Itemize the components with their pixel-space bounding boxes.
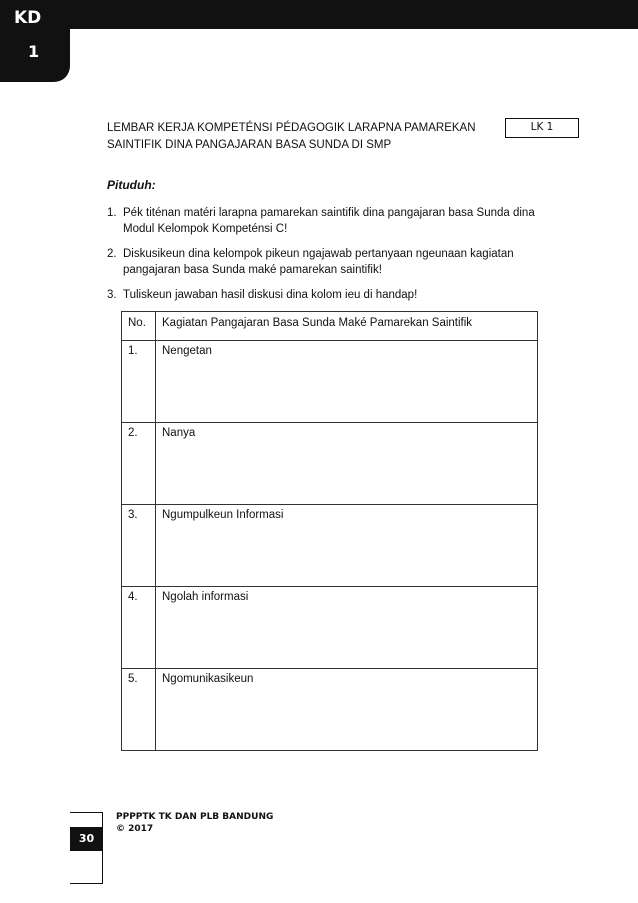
table-header-row xyxy=(122,312,538,341)
activity-cell[interactable]: Ngomunikasikeun xyxy=(156,669,538,751)
table-row xyxy=(122,341,538,423)
top-header-bar xyxy=(0,0,638,29)
row-number: 5. xyxy=(122,669,156,751)
row-number: 4. xyxy=(122,587,156,669)
row-number: 2. xyxy=(122,423,156,505)
kd-tab xyxy=(0,0,70,82)
instruction-number: 1. xyxy=(107,207,117,219)
column-header-activity: Kagiatan Pangajaran Basa Sunda Maké Pamarekan Saintifik xyxy=(156,312,538,341)
instruction-item xyxy=(107,247,537,278)
table-row xyxy=(122,423,538,505)
instruction-text: Diskusikeun dina kelompok pikeun ngajawab pertanyaan ngeunaan kagiatan pangajaran basa Sunda maké pamarekan saintifik! xyxy=(123,248,514,276)
kd-code: KD xyxy=(14,8,42,28)
instruction-item xyxy=(107,288,537,304)
worksheet-title-line-1: LEMBAR KERJA KOMPETÉNSI PÉDAGOGIK LARAPNA PAMAREKAN xyxy=(107,122,476,134)
instruction-item xyxy=(107,206,537,237)
column-header-no: No. xyxy=(122,312,156,341)
footer-org: PPPPTK TK DAN PLB BANDUNG xyxy=(116,812,274,822)
footer-publisher xyxy=(116,811,273,835)
footer-top-rule xyxy=(70,812,103,813)
footer-copyright: © 2017 xyxy=(116,824,154,834)
table-row xyxy=(122,505,538,587)
footer-bottom-rule xyxy=(70,883,103,884)
page-number: 30 xyxy=(70,827,103,851)
table-row xyxy=(122,669,538,751)
instruction-number: 3. xyxy=(107,289,117,301)
instruction-number: 2. xyxy=(107,248,117,260)
kd-number: 1 xyxy=(28,42,40,61)
instruction-text: Tuliskeun jawaban hasil diskusi dina kolom ieu di handap! xyxy=(123,289,418,301)
worksheet-title-line-2: SAINTIFIK DINA PANGAJARAN BASA SUNDA DI SMP xyxy=(107,139,392,151)
lk-badge: LK 1 xyxy=(505,118,579,138)
instructions-list xyxy=(107,206,537,314)
row-number: 1. xyxy=(122,341,156,423)
activity-cell[interactable]: Ngumpulkeun Informasi xyxy=(156,505,538,587)
table-row xyxy=(122,587,538,669)
worksheet-title xyxy=(107,120,507,154)
activity-cell[interactable]: Ngolah informasi xyxy=(156,587,538,669)
row-number: 3. xyxy=(122,505,156,587)
activity-cell[interactable]: Nanya xyxy=(156,423,538,505)
instruction-text: Pék titénan matéri larapna pamarekan saintifik dina pangajaran basa Sunda dina Modul Kelompok Kompeténsi C! xyxy=(123,207,535,235)
instructions-heading: Pituduh: xyxy=(107,178,156,192)
activity-table xyxy=(121,311,538,751)
activity-cell[interactable]: Nengetan xyxy=(156,341,538,423)
